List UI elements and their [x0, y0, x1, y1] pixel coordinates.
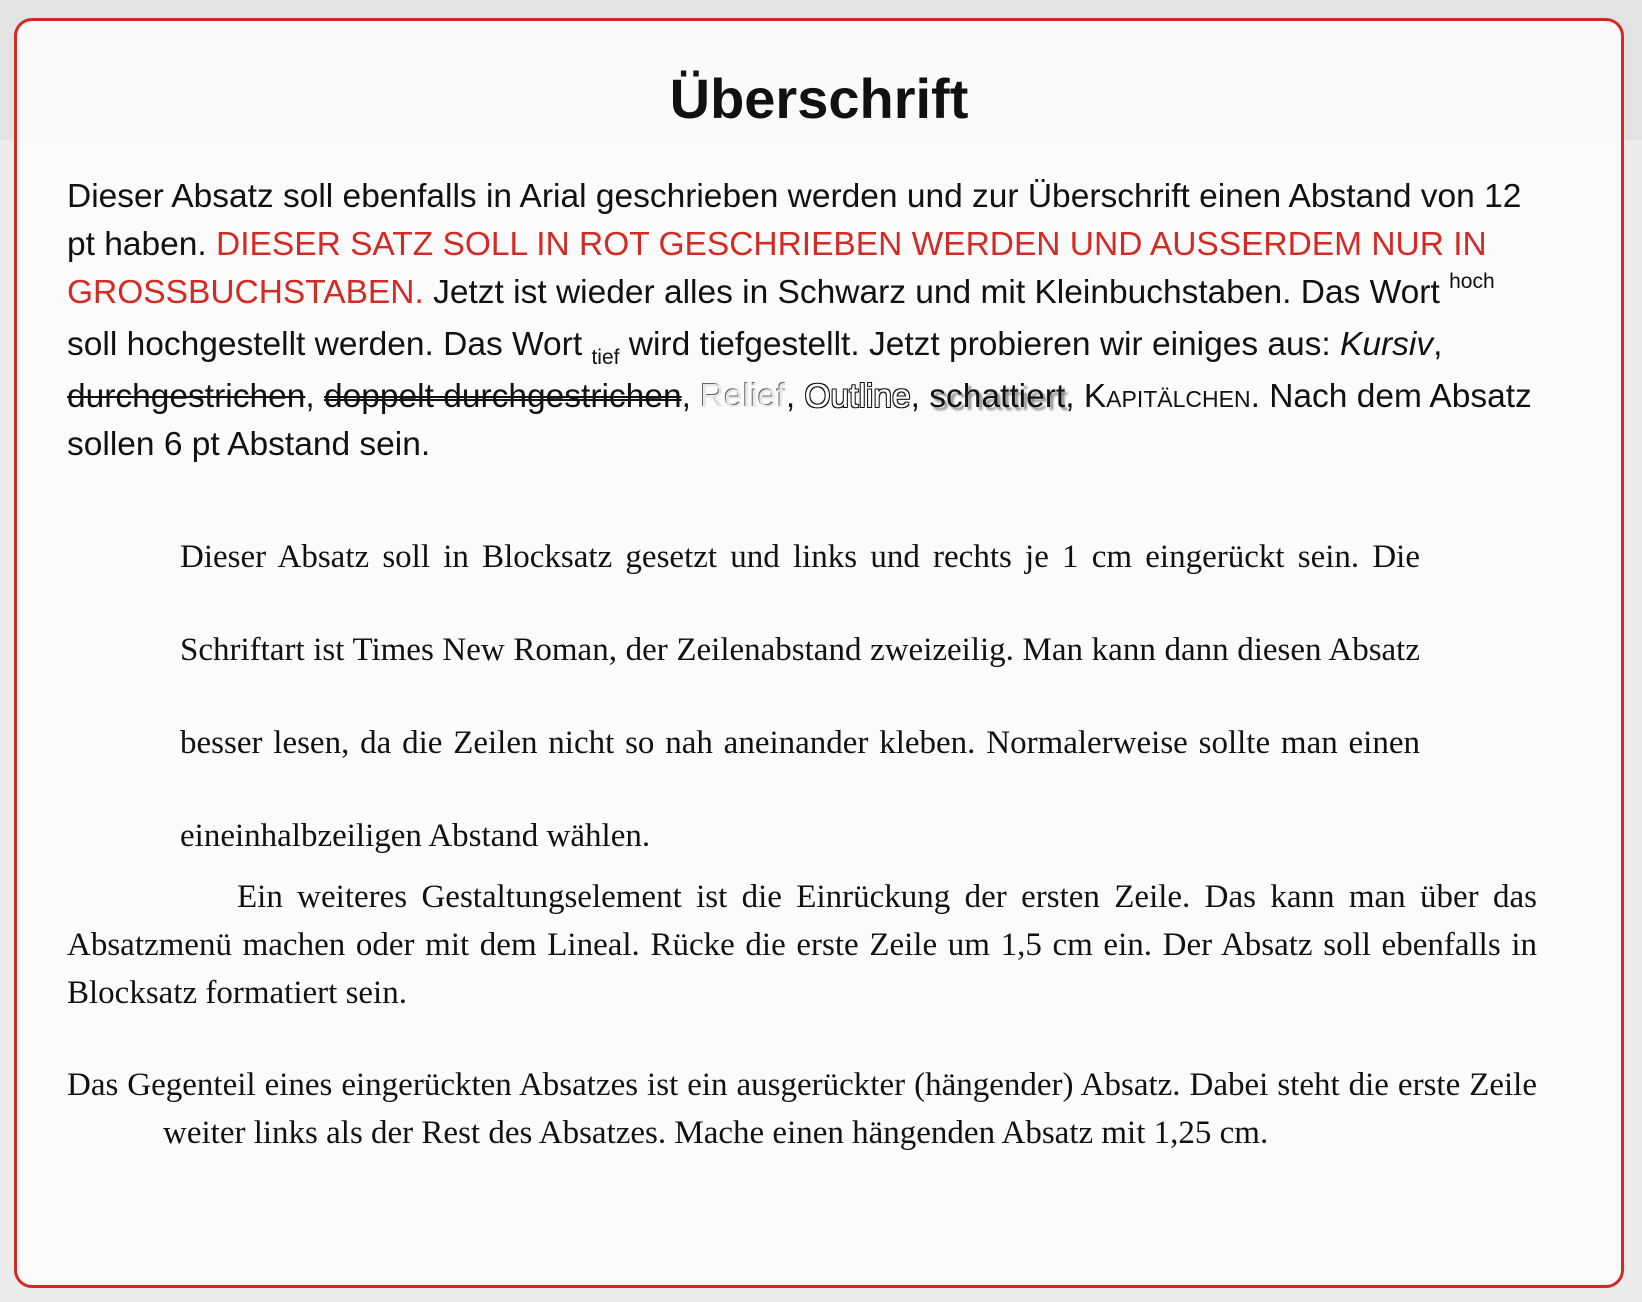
outline-word: Outline — [804, 378, 911, 415]
paragraph-text: . Nach dem Absatz sollen 6 pt Abstand sein. — [67, 378, 1532, 463]
relief-word: Relief — [700, 378, 786, 415]
italic-word: Kursiv — [1340, 326, 1434, 363]
separator: , — [681, 378, 701, 415]
first-line-indent-paragraph: Ein weiteres Gestaltungselement ist die Einrückung der ersten Zeile. Das kann man über das Absatzmenü machen oder mit dem Lineal. Rücke die erste Zeile um 1,5 cm ein. Der Absatz soll ebenfalls in Blocksatz formatiert sein. — [67, 879, 1537, 1011]
double-strikethrough-word: doppelt durchgestrichen — [324, 378, 682, 415]
paragraph-text: wird tiefgestellt. Jetzt probieren wir einiges aus: — [619, 326, 1341, 363]
shadowed-word: schattiert — [929, 378, 1066, 415]
paragraph-text: soll hochgestellt werden. Das Wort — [67, 326, 592, 363]
paragraph-text: Jetzt ist wieder alles in Schwarz und mit Kleinbuchstaben. Das Wort — [423, 274, 1450, 311]
hanging-indent-paragraph: Das Gegenteil eines eingerückten Absatzes ist ein ausgerückter (hängender) Absatz. Dabei steht die erste Zeile weiter links als der Rest des Absatzes. Mache einen hängenden Absatz mit 1,25 cm. — [67, 1067, 1537, 1151]
smallcaps-word: Kapitälchen — [1083, 378, 1251, 415]
separator: , — [1065, 378, 1084, 415]
separator: , — [910, 378, 930, 415]
paragraph-text: Dieser Absatz soll ebenfalls in Arial geschrieben werden und zur Überschrift einen Abstand von 12 pt haben. — [67, 178, 1522, 263]
subscript-word: tief — [591, 346, 620, 369]
document-frame — [14, 18, 1624, 1288]
separator: , — [305, 378, 324, 415]
page-title: Überschrift — [669, 67, 969, 130]
strikethrough-word: durchgestrichen — [67, 378, 306, 415]
arial-paragraph — [67, 173, 1537, 469]
red-uppercase-sentence: DIESER SATZ SOLL IN ROT GESCHRIEBEN WERDEN UND AUSSERDEM NUR IN GROSSBUCHSTABEN. — [67, 226, 1487, 311]
superscript-word: hoch — [1449, 270, 1495, 293]
justified-indented-paragraph: Dieser Absatz soll in Blocksatz gesetzt und links und rechts je 1 cm eingerückt sein. Die Schriftart ist Times New Roman, der Zeilenabstand zweizeilig. Man kann dann diesen Absatz besser lesen, da die Zeilen nicht so nah aneinander kleben. Normalerweise sollte man einen eineinhalbzeiligen Abstand wählen. — [180, 539, 1420, 854]
separator: , — [1433, 326, 1443, 363]
separator: , — [785, 378, 805, 415]
